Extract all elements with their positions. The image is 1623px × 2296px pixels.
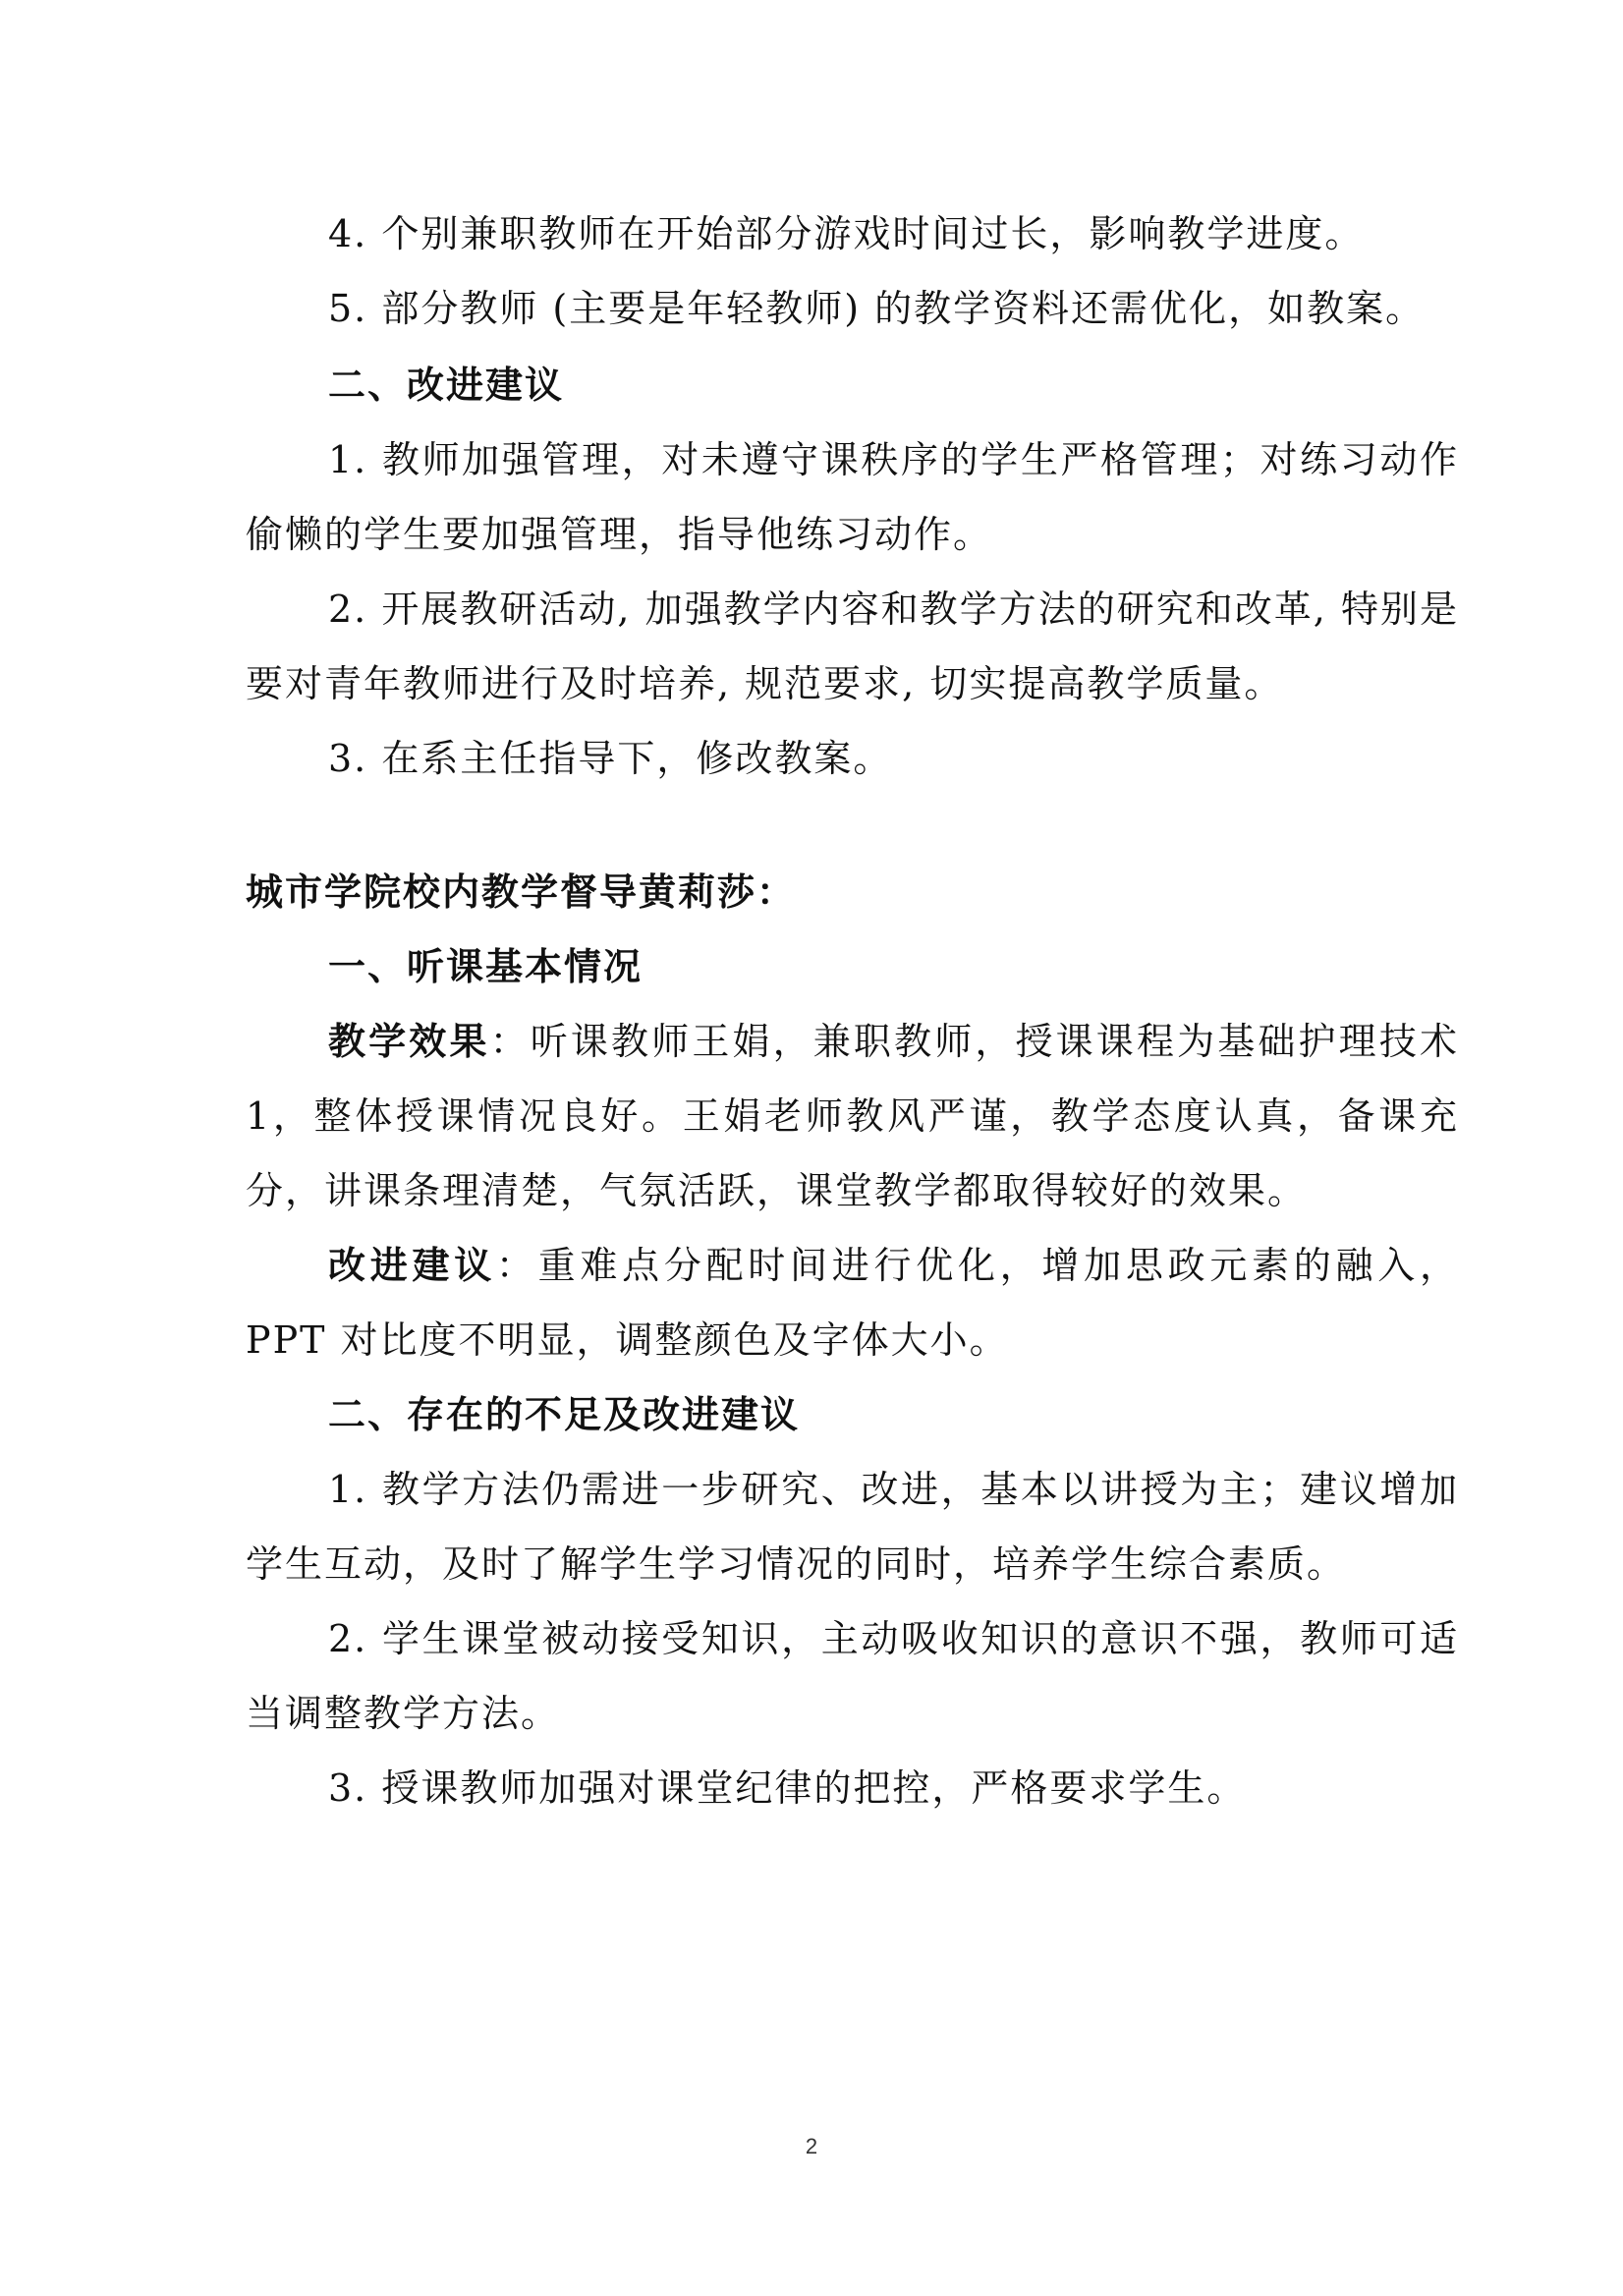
improvement-label: 改进建议: [328, 1244, 496, 1287]
shortcoming-item-3: 3. 授课教师加强对课堂纪律的把控，严格要求学生。: [328, 1766, 1247, 1810]
heading-observation-overview: 一、听课基本情况: [328, 945, 644, 988]
suggestion-item-3: 3. 在系主任指导下，修改教案。: [328, 737, 893, 780]
teaching-effect-text: ：听课教师王娟，兼职教师，授课课程为基础护理技术 1，整体授课情况良好。王娟老师教风严谨，教学态度认真，备课充分，讲课条理清楚，气氛活跃，课堂教学都取得较好的效果。: [246, 1020, 1459, 1212]
shortcoming-item-2: 2. 学生课堂被动接受知识，主动吸收知识的意识不强，教师可适当调整教学方法。: [246, 1617, 1459, 1735]
supervisor-heading: 城市学院校内教学督导黄莉莎：: [246, 870, 797, 914]
page-number: 2: [805, 2134, 818, 2158]
paragraph-item-4: 4. 个别兼职教师在开始部分游戏时间过长，影响教学进度。: [328, 212, 1365, 255]
heading-shortcomings-suggestions: 二、存在的不足及改进建议: [328, 1393, 801, 1436]
teaching-effect-label: 教学效果: [328, 1020, 490, 1063]
teaching-effect-paragraph: [246, 1004, 1459, 1228]
paragraph-item-5: 5. 部分教师 (主要是年轻教师) 的教学资料还需优化，如教案。: [328, 287, 1426, 330]
shortcoming-item-1: 1. 教学方法仍需进一步研究、改进，基本以讲授为主；建议增加学生互动，及时了解学生学习情况的同时，培养学生综合素质。: [246, 1468, 1459, 1586]
improvement-text: ：重难点分配时间进行优化，增加思政元素的融入，PPT 对比度不明显，调整颜色及字体大小。: [246, 1244, 1459, 1362]
heading-improvement-suggestions: 二、改进建议: [328, 364, 565, 407]
improvement-paragraph: [246, 1228, 1459, 1377]
suggestion-item-2: 2. 开展教研活动, 加强教学内容和教学方法的研究和改革, 特别是要对青年教师进行及时培养, 规范要求, 切实提高教学质量。: [246, 588, 1459, 705]
suggestion-item-1: 1. 教师加强管理，对未遵守课秩序的学生严格管理；对练习动作偷懒的学生要加强管理，指导他练习动作。: [246, 438, 1459, 556]
